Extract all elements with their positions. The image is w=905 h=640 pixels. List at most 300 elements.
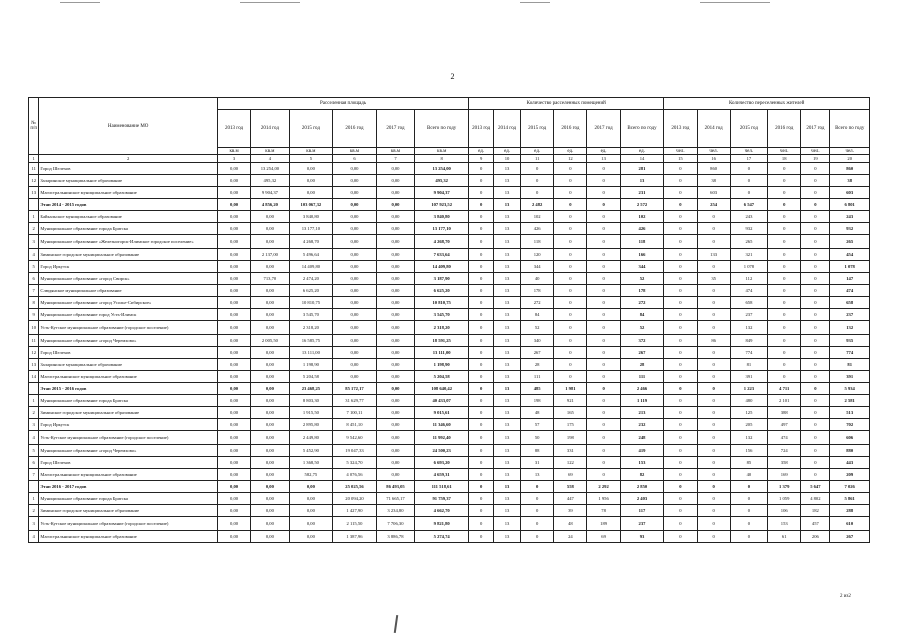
year-header: 2015 год (289, 110, 333, 148)
table-cell: 102 (521, 211, 554, 223)
year-total-cell: 231 (620, 187, 664, 199)
unit-header: кв.м (289, 148, 333, 155)
table-cell: 0 (697, 297, 730, 309)
table-cell: 0 (697, 517, 730, 531)
year-total-cell: 9 821,80 (415, 517, 469, 531)
table-cell: 13 (494, 163, 521, 175)
municipality-name: Муниципальное образование города Братска (39, 223, 218, 235)
table-cell: 0,00 (376, 407, 414, 419)
table-cell: 0 (801, 163, 830, 175)
year-total-cell: 419 (620, 445, 664, 457)
table-cell: 0 (469, 431, 494, 445)
table-cell: 0 (587, 383, 620, 395)
unit-header: ед. (587, 148, 620, 155)
table-cell: 0 (469, 211, 494, 223)
table-cell: 447 (554, 493, 587, 505)
table-cell: 0,00 (289, 163, 333, 175)
year-total-cell: 237 (830, 309, 870, 321)
table-cell: 35 (697, 273, 730, 285)
year-header: 2014 год (494, 110, 521, 148)
table-cell: 13 111,00 (289, 347, 333, 359)
municipality-name: Город Шелехов (39, 163, 218, 175)
table-cell: 132 (730, 321, 767, 335)
table-cell: 0 (469, 309, 494, 321)
municipality-name: Город Иркутск (39, 261, 218, 273)
year-total-cell: 5 861 (830, 493, 870, 505)
unit-header: чел. (730, 148, 767, 155)
table-cell: 254 (697, 199, 730, 211)
table-cell: 132 (730, 431, 767, 445)
table-cell: 0 (768, 187, 801, 199)
table-cell: 5 324,70 (333, 457, 377, 469)
table-cell: 0 (801, 249, 830, 261)
table-cell: 0 (730, 163, 767, 175)
table-row (29, 445, 870, 457)
year-header: 2015 год (730, 110, 767, 148)
table-cell: 198 (554, 431, 587, 445)
table-cell: 6 625,20 (289, 285, 333, 297)
table-row (29, 457, 870, 469)
table-cell: 0 (587, 261, 620, 273)
column-index: 7 (376, 155, 414, 163)
unit-header: кв.м (415, 148, 469, 155)
table-cell: 0 (469, 445, 494, 457)
table-cell: 0 (587, 235, 620, 249)
table-cell: 120 (521, 249, 554, 261)
table-cell: 582,75 (289, 469, 333, 481)
year-total-cell: 209 (830, 469, 870, 481)
table-cell: 0,00 (333, 347, 377, 359)
year-total-cell: 11 992,40 (415, 431, 469, 445)
row-number: 13 (29, 187, 39, 199)
table-cell: 0 (801, 359, 830, 371)
table-cell: 9 904,37 (251, 187, 289, 199)
table-cell: 321 (730, 249, 767, 261)
row-number: 4 (29, 431, 39, 445)
year-total-cell: 513 (830, 407, 870, 419)
year-total-cell: 93 (620, 531, 664, 543)
table-cell: 0,00 (376, 321, 414, 335)
column-index-row (29, 155, 870, 163)
table-cell: 0 (521, 517, 554, 531)
municipality-name: Усть-Кутское муниципальное образование (городское поселение) (39, 321, 218, 335)
table-row (29, 187, 870, 199)
table-cell: 0 (554, 359, 587, 371)
table-cell: 0,00 (333, 285, 377, 297)
row-number: 3 (29, 235, 39, 249)
table-cell: 0 (554, 211, 587, 223)
table-cell: 774 (730, 347, 767, 359)
table-cell: 0 (801, 419, 830, 431)
year-header: Всего по году (620, 110, 664, 148)
table-cell: 0,00 (333, 199, 377, 211)
row-number: 5 (29, 261, 39, 273)
table-cell: 0,00 (333, 273, 377, 285)
table-cell: 0,00 (376, 211, 414, 223)
table-cell: 0 (469, 493, 494, 505)
table-cell: 13 (494, 249, 521, 261)
table-cell: 0,00 (289, 481, 333, 493)
table-cell: 237 (730, 309, 767, 321)
table-cell: 0 (801, 431, 830, 445)
table-cell: 0 (664, 371, 697, 383)
table-cell: 0,00 (251, 261, 289, 273)
year-total-cell: 107 923,52 (415, 199, 469, 211)
municipality-name: Муниципальное образование город Усть-Илимск (39, 309, 218, 321)
table-cell: 0 (469, 285, 494, 297)
table-cell: 13 (494, 505, 521, 517)
table-cell: 205 (730, 419, 767, 431)
municipality-name: Зиминское городское муниципальное образование (39, 249, 218, 261)
table-cell: 20 094,20 (333, 493, 377, 505)
table-cell: 0 (697, 321, 730, 335)
year-total-cell: 52 (620, 321, 664, 335)
year-header: 2015 год (521, 110, 554, 148)
table-cell: 0 (664, 395, 697, 407)
table-cell: 0 (801, 235, 830, 249)
unit-header: чел. (768, 148, 801, 155)
table-cell: 0,00 (333, 175, 377, 187)
table-cell: 0 (801, 371, 830, 383)
table-cell: 0 (469, 335, 494, 347)
table-cell: 0 (768, 223, 801, 235)
table-cell: 0,00 (251, 347, 289, 359)
table-cell: 0 (697, 505, 730, 517)
municipality-name: Город Шелехов (39, 457, 218, 469)
year-total-cell: 248 (620, 431, 664, 445)
column-index: 6 (333, 155, 377, 163)
table-cell: 0 (469, 407, 494, 419)
table-cell: 0 (768, 285, 801, 297)
table-cell: 658 (730, 297, 767, 309)
row-number: 11 (29, 163, 39, 175)
table-cell: 178 (521, 285, 554, 297)
year-total-cell: 117 (620, 505, 664, 517)
column-index: 10 (494, 155, 521, 163)
table-cell: 0 (587, 321, 620, 335)
column-index: 12 (554, 155, 587, 163)
table-cell: 2 482 (521, 199, 554, 211)
table-cell: 0,00 (376, 445, 414, 457)
table-cell: 0 (554, 309, 587, 321)
table-cell: 133 (697, 249, 730, 261)
table-cell: 0,00 (376, 419, 414, 431)
municipality-name: Магистральнинское муниципальное образование (39, 371, 218, 383)
row-number: 1 (29, 493, 39, 505)
column-index: 5 (289, 155, 333, 163)
table-cell: 0,00 (217, 419, 250, 431)
table-row (29, 211, 870, 223)
year-total-cell: 10 810,75 (415, 297, 469, 309)
table-cell: 0 (664, 163, 697, 175)
table-cell: 3 886,78 (376, 531, 414, 543)
year-total-cell: 3 187,90 (415, 273, 469, 285)
year-total-cell: 28 (620, 359, 664, 371)
municipality-name: Муниципальное образование «Железногорск-Илимское городское поселение» (39, 235, 218, 249)
stage-total-row (29, 383, 870, 395)
table-cell: 0 (587, 249, 620, 261)
year-header: 2014 год (697, 110, 730, 148)
table-cell: 0 (664, 187, 697, 199)
table-cell: 344 (521, 261, 554, 273)
table-cell: 48 (521, 407, 554, 419)
column-index: 18 (768, 155, 801, 163)
table-cell: 0,00 (217, 445, 250, 457)
table-cell: 0,00 (333, 163, 377, 175)
table-cell: 0 (587, 395, 620, 407)
table-cell: 0 (664, 505, 697, 517)
table-cell: 13 (521, 469, 554, 481)
table-cell: 0 (730, 175, 767, 187)
table-cell: 0 (768, 297, 801, 309)
table-cell: 0 (554, 297, 587, 309)
year-total-cell: 237 (620, 517, 664, 531)
table-cell: 23 468,25 (289, 383, 333, 395)
table-cell: 0 (664, 383, 697, 395)
table-cell: 0 (697, 309, 730, 321)
table-cell: 0,00 (251, 235, 289, 249)
municipality-name: Зиминское городское муниципальное образование (39, 505, 218, 517)
table-cell: 13 (494, 469, 521, 481)
table-cell: 0 (801, 261, 830, 273)
year-total-cell: 6 801 (830, 199, 870, 211)
table-cell: 0,00 (251, 517, 289, 531)
table-cell: 13 (494, 395, 521, 407)
table-cell: 0 (664, 531, 697, 543)
table-cell: 13 (494, 175, 521, 187)
table-cell: 474 (768, 431, 801, 445)
table-cell: 0 (469, 199, 494, 211)
table-cell: 0 (664, 457, 697, 469)
table-cell: 0,00 (251, 469, 289, 481)
table-cell: 0 (801, 445, 830, 457)
table-cell: 0,00 (376, 297, 414, 309)
table-cell: 0,00 (376, 223, 414, 235)
table-cell: 0,00 (251, 457, 289, 469)
table-cell: 0,00 (251, 211, 289, 223)
table-cell: 13 (494, 297, 521, 309)
table-cell: 0 (697, 395, 730, 407)
table-cell: 0,00 (376, 371, 414, 383)
table-cell: 0,00 (217, 359, 250, 371)
unit-header: чел. (697, 148, 730, 155)
year-header: 2017 год (376, 110, 414, 148)
column-index: 1 (29, 155, 39, 163)
table-row (29, 347, 870, 359)
table-cell: 0 (554, 285, 587, 297)
year-total-cell: 52 (620, 273, 664, 285)
table-cell: 0,00 (251, 359, 289, 371)
table-cell: 40 (521, 273, 554, 285)
table-cell: 0 (664, 261, 697, 273)
table-cell: 103 067,32 (289, 199, 333, 211)
table-cell: 0 (469, 321, 494, 335)
column-index: 14 (620, 155, 664, 163)
table-cell: 0 (587, 309, 620, 321)
municipality-name: Город Иркутск (39, 419, 218, 431)
table-cell: 0,00 (376, 273, 414, 285)
table-cell: 0 (697, 211, 730, 223)
table-row (29, 335, 870, 347)
column-index: 16 (697, 155, 730, 163)
table-cell: 0 (664, 445, 697, 457)
table-cell: 111 (521, 371, 554, 383)
table-cell: 85 (730, 457, 767, 469)
table-cell: 69 (554, 469, 587, 481)
row-number: 3 (29, 419, 39, 431)
year-header: 2013 год (217, 110, 250, 148)
table-cell: 0 (801, 285, 830, 297)
col-name-header: Наименование МО (39, 98, 218, 155)
table-cell: 13 (494, 235, 521, 249)
table-cell: 0,00 (217, 249, 250, 261)
unit-header: ед. (554, 148, 587, 155)
municipality-name: Муниципальное образование города Братска (39, 395, 218, 407)
table-cell: 0 (587, 273, 620, 285)
year-total-cell: 153 (620, 457, 664, 469)
table-cell: 0 (801, 395, 830, 407)
table-cell: 0 (801, 347, 830, 359)
table-cell: 860 (697, 163, 730, 175)
year-total-cell: 81 (830, 359, 870, 371)
table-cell: 0 (801, 335, 830, 347)
table-cell: 0,00 (333, 261, 377, 273)
table-cell: 0 (521, 531, 554, 543)
table-cell: 0 (587, 371, 620, 383)
table-cell: 0 (469, 531, 494, 543)
table-cell: 206 (801, 531, 830, 543)
year-total-cell: 2 403 (620, 493, 664, 505)
column-index: 15 (664, 155, 697, 163)
table-row (29, 223, 870, 235)
table-cell: 0 (664, 309, 697, 321)
municipality-name: Усть-Кутское муниципальное образование (городское поселение) (39, 517, 218, 531)
table-cell: 0 (768, 321, 801, 335)
table-cell: 0,00 (333, 297, 377, 309)
table-cell: 1 915,50 (289, 407, 333, 419)
row-number: 14 (29, 371, 39, 383)
table-cell: 0,00 (251, 531, 289, 543)
year-total-cell: 232 (620, 419, 664, 431)
table-cell: 0,00 (217, 297, 250, 309)
table-cell: 0 (768, 235, 801, 249)
row-number: 7 (29, 469, 39, 481)
year-header: 2016 год (768, 110, 801, 148)
unit-header: чел. (664, 148, 697, 155)
table-cell: 0 (587, 199, 620, 211)
table-cell: 724 (768, 445, 801, 457)
year-total-cell: 9 904,37 (415, 187, 469, 199)
table-cell: 84 (521, 309, 554, 321)
year-header: 2016 год (554, 110, 587, 148)
table-cell: 0,00 (251, 297, 289, 309)
municipality-name: Магистральнинское муниципальное образование (39, 469, 218, 481)
table-cell: 0 (469, 223, 494, 235)
table-cell: 13 (494, 531, 521, 543)
table-cell: 0 (768, 309, 801, 321)
table-cell: 0,00 (376, 383, 414, 395)
year-total-cell: 1 198,90 (415, 359, 469, 371)
table-cell: 0,00 (217, 371, 250, 383)
table-cell: 86 493,05 (376, 481, 414, 493)
year-total-cell: 4 662,70 (415, 505, 469, 517)
year-total-cell: 5 934 (830, 383, 870, 395)
table-cell: 0,00 (251, 309, 289, 321)
table-cell: 156 (730, 445, 767, 457)
table-cell: 0,00 (251, 321, 289, 335)
table-cell: 13 (494, 359, 521, 371)
table-cell: 31 629,77 (333, 395, 377, 407)
year-total-cell: 1 078 (830, 261, 870, 273)
year-total-cell: 7 026 (830, 481, 870, 493)
year-total-cell: 11 346,60 (415, 419, 469, 431)
table-cell: 331 (554, 445, 587, 457)
table-cell: 0 (664, 481, 697, 493)
table-cell: 0 (768, 359, 801, 371)
table-cell: 0,00 (376, 175, 414, 187)
year-total-cell: 495,32 (415, 175, 469, 187)
table-cell: 175 (554, 419, 587, 431)
year-total-cell: 3 545,70 (415, 309, 469, 321)
table-cell: 19 047,33 (333, 445, 377, 457)
table-cell: 0 (664, 235, 697, 249)
table-cell: 495,32 (251, 175, 289, 187)
table-cell: 0 (469, 517, 494, 531)
table-cell: 4 076,56 (333, 469, 377, 481)
table-cell: 189 (587, 517, 620, 531)
table-cell: 0 (469, 469, 494, 481)
table-cell: 14 409,80 (289, 261, 333, 273)
row-number (29, 481, 39, 493)
unit-header: ед. (521, 148, 554, 155)
table-cell: 1 427,90 (333, 505, 377, 517)
table-cell: 0 (768, 371, 801, 383)
row-number: 6 (29, 457, 39, 469)
table-cell: 0 (469, 261, 494, 273)
table-cell: 0 (554, 175, 587, 187)
table-cell: 0 (469, 505, 494, 517)
column-index: 19 (801, 155, 830, 163)
table-cell: 0 (664, 285, 697, 297)
year-total-cell: 102 (620, 211, 664, 223)
year-total-cell: 267 (830, 531, 870, 543)
table-cell: 272 (521, 297, 554, 309)
year-total-cell: 281 (620, 163, 664, 175)
table-cell: 0 (664, 175, 697, 187)
table-cell: 2 101 (768, 395, 801, 407)
row-number: 2 (29, 223, 39, 235)
table-cell: 0 (697, 469, 730, 481)
unit-header: ед. (494, 148, 521, 155)
year-total-cell: 6 693,20 (415, 457, 469, 469)
table-cell: 28 (521, 359, 554, 371)
table-cell: 0 (554, 163, 587, 175)
table-cell: 13 (494, 481, 521, 493)
table-cell: 0 (801, 309, 830, 321)
year-total-cell: 610 (830, 517, 870, 531)
table-cell: 0,00 (333, 335, 377, 347)
column-index: 8 (415, 155, 469, 163)
table-cell: 0 (587, 407, 620, 419)
year-header: 2017 год (801, 110, 830, 148)
table-cell: 0 (587, 211, 620, 223)
table-cell: 0,00 (217, 163, 250, 175)
table-cell: 0,00 (217, 517, 250, 531)
table-cell: 0 (697, 371, 730, 383)
table-cell: 0 (469, 249, 494, 261)
table-cell: 0 (664, 493, 697, 505)
year-total-cell: 40 433,07 (415, 395, 469, 407)
